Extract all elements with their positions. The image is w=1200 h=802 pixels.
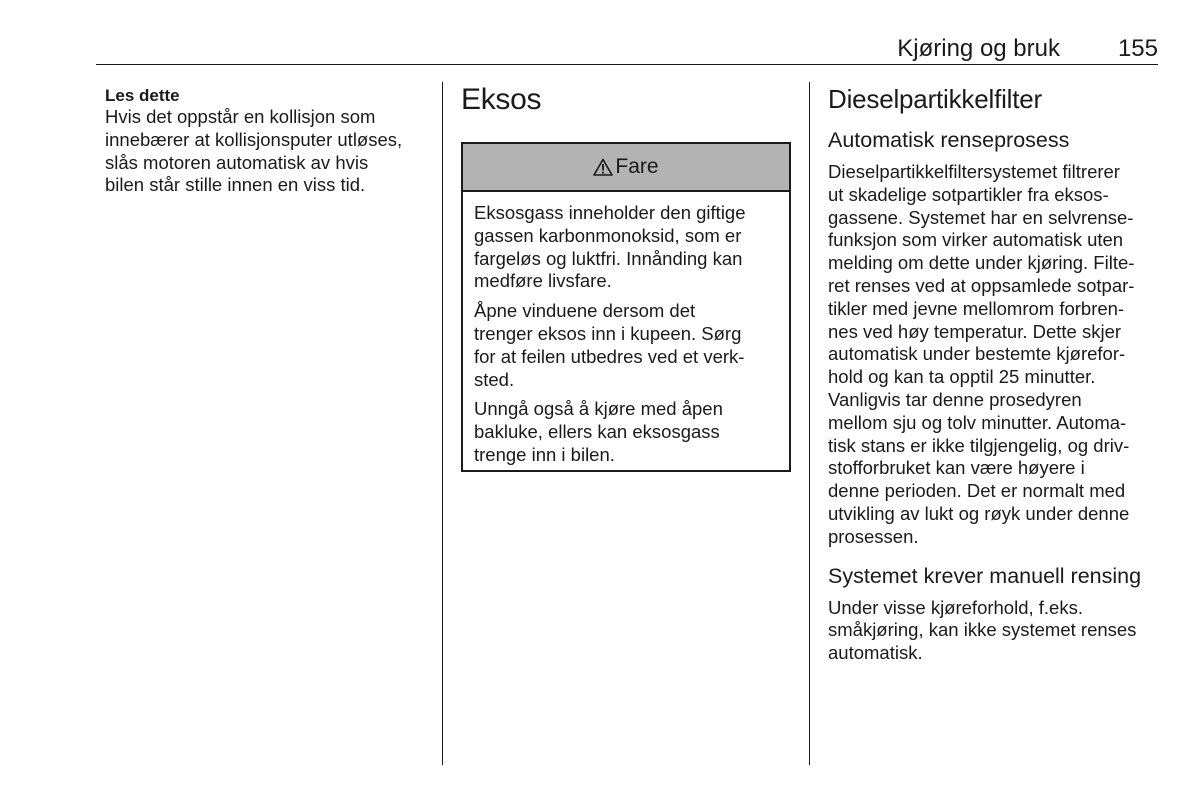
body-line: Dieselpartikkelfiltersystemet filtrerer [828,161,1120,182]
body-line: automatisk. [828,642,923,664]
note-line: bilen står stille innen en viss tid. [105,174,366,196]
warning-line: Unngå også å kjøre med åpen [474,398,723,420]
body-line: Under visse kjøreforhold, f.eks. [828,596,1083,618]
warning-triangle-icon [593,158,613,176]
body-line: mellom sju og tolv minutter. Automa- [828,411,1127,433]
warning-line: bakluke, ellers kan eksosgass [474,421,720,443]
warning-paragraph [474,202,779,293]
body-line: prosessen. [828,525,919,547]
section-heading-eksos: Eksos [461,83,542,116]
body-line: utvikling av lukt og røyk under denne [828,502,1130,524]
section-heading-dieselpartikkelfilter: Dieselpartikkelfilter [828,84,1042,114]
note-line: slås motoren automatisk av hvis [105,151,369,173]
warning-line: fargeløs og luktfri. Innånding kan [474,247,743,269]
warning-line: medføre livsfare. [474,270,612,292]
danger-warning-box [461,142,791,472]
body-line: stofforbruket kan være høyere i [828,457,1085,479]
body-line: ret renses ved at oppsamlede sotpar- [828,274,1135,296]
body-line: melding om dette under kjøring. Filte- [828,252,1135,274]
column-divider-right [809,82,810,765]
warning-line: trenger eksos inn i kupeen. Sørg [474,322,742,344]
note-line: Hvis det oppstår en kollisjon som [105,106,376,127]
body-line: tikler med jevne mellomrom forbren- [828,297,1125,319]
warning-line: Eksosgass inneholder den giftige [474,202,746,223]
left-column [105,86,430,197]
body-line: Vanligvis tar denne prosedyren [828,388,1082,410]
middle-column [461,83,791,117]
note-line: innebærer at kollisjonsputer utløses, [105,128,403,150]
body-line: tisk stans er ikke tilgjengelig, og driv- [828,434,1130,456]
warning-line: for at feilen utbedres ved et verk- [474,345,745,367]
right-column [828,84,1158,665]
warning-line: gassen karbonmonoksid, som er [474,224,742,246]
body-line: ut skadelige sotpartikler fra eksos- [828,183,1109,205]
warning-line: sted. [474,368,515,390]
warning-body [463,192,789,467]
body-line: hold og kan ta opptil 25 minutter. [828,366,1096,388]
body-line: automatisk under bestemte kjørefor- [828,343,1126,365]
paragraph-manuell-rensing [828,597,1158,665]
header-rule [96,64,1158,65]
warning-header [463,144,789,192]
subheading-manuell-rensing: Systemet krever manuell rensing [828,563,1142,588]
note-heading: Les dette [105,86,180,105]
body-line: funksjon som virker automatisk uten [828,229,1124,251]
body-line: gassene. Systemet har en selvrense- [828,206,1134,228]
running-header-title: Kjøring og bruk [897,35,1060,62]
warning-paragraph [474,398,779,466]
warning-label: Fare [615,155,659,178]
warning-line: trenge inn i bilen. [474,443,615,465]
warning-line: Åpne vinduene dersom det [474,300,696,322]
warning-paragraph [474,300,779,391]
page-number: 155 [1117,35,1158,62]
paragraph-automatisk-renseprosess [828,161,1158,549]
column-divider-left [442,82,443,765]
subheading-automatisk-renseprosess: Automatisk renseprosess [828,128,1070,152]
body-line: denne perioden. Det er normalt med [828,480,1126,502]
body-line: nes ved høy temperatur. Dette skjer [828,320,1122,342]
body-line: småkjøring, kan ikke systemet renses [828,619,1137,641]
